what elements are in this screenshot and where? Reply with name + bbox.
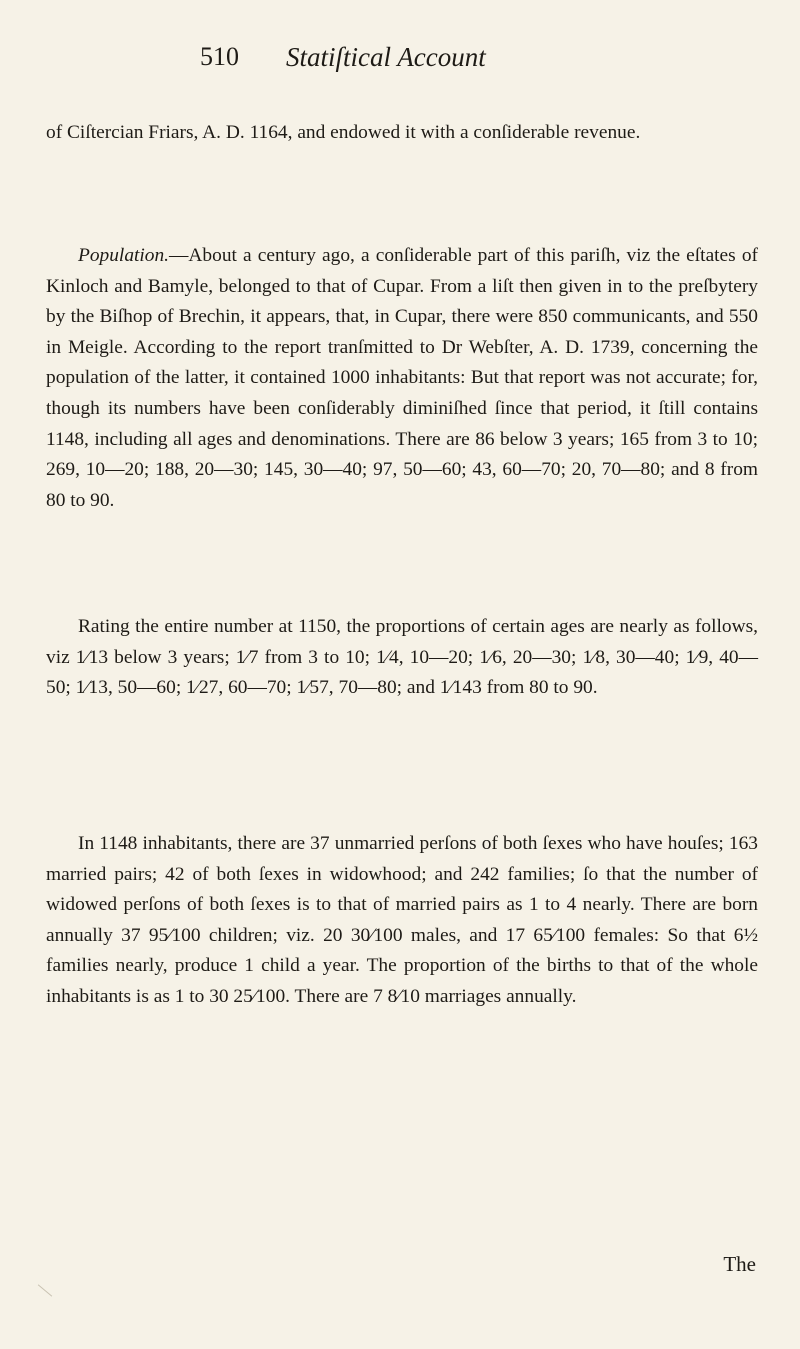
page-mark — [38, 1284, 52, 1296]
catchword: The — [723, 1252, 756, 1276]
paragraph-marriages-births: In 1148 inhabitants, there are 37 unmarried perſons of both ſexes who have houſes; 163 married pairs; 42 of both ſexes in widowhood; and 242 families; ſo that the number of widowed perſons of both ſexes is to that of married pairs as 1 to 4 nearly. There are born annually 37 95⁄100 children; viz. 20 30⁄100 males, and 17 65⁄100 females: So that 6½ families nearly, produce 1 child a year. The proportion of the births to that of the whole inhabitants is as 1 to 30 25⁄100. There are 7 8⁄10 marriages annually. — [46, 833, 758, 1007]
population-text: —About a century ago, a conſiderable part of this pariſh, viz the eſtates of Kinloch and Bamyle, belonged to that of Cupar. From a liſt then given in to the preſbytery by the Biſhop of Brechin, it appears, that, in Cupar, there were 850 communicants, and 550 in Meigle. According to the report tranſmitted to Dr Webſter, A. D. 1739, concerning the population of the latter, it contained 1000 inhabitants: But that report was not accurate; for, though its numbers have been conſiderably diminiſhed ſince that period, it ſtill contains 1148, including all ages and denominations. There are 86 below 3 years; 165 from 3 to 10; 269, 10—20; 188, 20—30; 145, 30—40; 97, 50—60; 43, 60—70; 20, 70—80; and 8 from 80 to 90. — [46, 245, 758, 511]
page-number: 510 — [200, 42, 239, 71]
paragraph-age-proportions: Rating the entire number at 1150, the proportions of certain ages are nearly as follows, viz 1⁄13 below 3 years; 1⁄7 from 3 to 10; 1⁄4, 10—20; 1⁄6, 20—30; 1⁄8, 30—40; 1⁄9, 40—50; 1⁄13, 50—60; 1⁄27, 60—70; 1⁄57, 70—80; and 1⁄143 from 80 to 90. — [46, 616, 758, 699]
paragraph-population — [46, 241, 758, 516]
running-title: Statiſtical Account — [286, 42, 486, 72]
paragraph-cistercian-friars: of Ciſtercian Friars, A. D. 1164, and endowed it with a conſiderable revenue. — [46, 122, 641, 143]
population-heading: Population. — [78, 245, 170, 266]
